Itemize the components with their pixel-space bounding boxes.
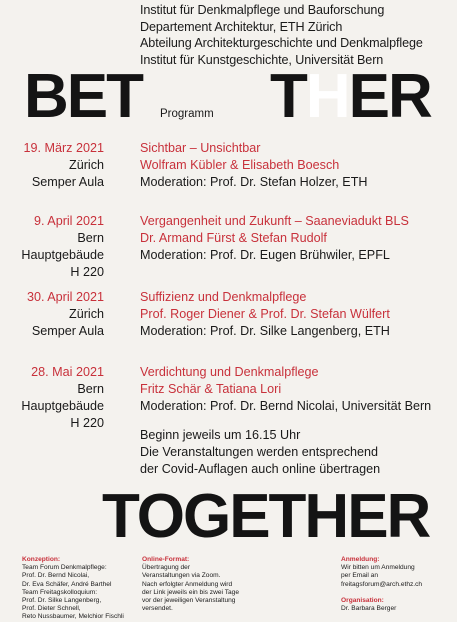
- event-place: H 220: [70, 416, 104, 430]
- footer-heading: Konzeption:: [22, 556, 61, 563]
- event-speakers: Prof. Roger Diener & Prof. Dr. Stefan Wülfert: [140, 307, 390, 321]
- event-place: Zürich: [69, 158, 104, 172]
- footer-line: Veranstaltungen via Zoom.: [142, 572, 221, 580]
- footer-heading: Online-Format:: [142, 556, 190, 563]
- footer-line: Prof. Dr. Bernd Nicolai,: [22, 572, 90, 580]
- institution-line: Institut für Kunstgeschichte, Universität Bern: [140, 52, 384, 67]
- title-ther-t: T: [270, 62, 306, 131]
- title-ther: [270, 62, 431, 131]
- event-date: 19. März 2021: [23, 141, 104, 155]
- footer-line: Prof. Dieter Schnell,: [22, 605, 81, 613]
- footer-line: Übertragung der: [142, 564, 191, 572]
- institutions-block: [140, 2, 423, 68]
- title-ther-h: H: [305, 62, 349, 131]
- footer-anmeldung: [341, 556, 422, 613]
- event-date-block: [0, 289, 104, 340]
- event-moderation: Moderation: Prof. Dr. Stefan Holzer, ETH: [140, 175, 368, 189]
- institution-line: Abteilung Architekturgeschichte und Denkmalpflege: [140, 36, 423, 50]
- event-moderation: Moderation: Prof. Dr. Eugen Brühwiler, EPFL: [140, 248, 390, 262]
- title-together: TOGETHER: [102, 482, 430, 551]
- footer-line: Team Freitagskolloquium:: [22, 588, 98, 596]
- event-moderation: Moderation: Prof. Dr. Silke Langenberg, ETH: [140, 324, 390, 338]
- event-speakers: Wolfram Kübler & Elisabeth Boesch: [140, 158, 340, 172]
- event-place: Hauptgebäude: [21, 399, 104, 413]
- event-place: Bern: [77, 382, 104, 396]
- event-date: 30. April 2021: [26, 290, 104, 304]
- footer-heading: Anmeldung:: [341, 556, 380, 563]
- footer-line: vor der jeweiligen Veranstaltung: [142, 597, 236, 605]
- footer-online: [142, 556, 239, 613]
- note-line: Die Veranstaltungen werden entsprechend: [140, 445, 379, 459]
- event-body: [140, 364, 431, 415]
- event-body: [140, 213, 409, 264]
- event-topic: Verdichtung und Denkmalpflege: [140, 365, 319, 379]
- event-place: Zürich: [69, 307, 104, 321]
- footer-line: per Email an: [341, 572, 379, 580]
- footer-line: der Link jeweils ein bis zwei Tage: [142, 588, 240, 596]
- event-speakers: Dr. Armand Fürst & Stefan Rudolf: [140, 231, 327, 245]
- footer-heading: Organisation:: [341, 596, 384, 604]
- event-place: Hauptgebäude: [21, 248, 104, 262]
- event-date-block: [0, 364, 104, 432]
- event-moderation: Moderation: Prof. Dr. Bernd Nicolai, Universität Bern: [140, 399, 432, 413]
- footer-line: versendet.: [142, 605, 173, 613]
- title-ther-er: ER: [348, 62, 431, 131]
- footer-line: Prof. Dr. Silke Langenberg,: [22, 597, 102, 605]
- footer-email: freitagsforum@arch.ethz.ch: [341, 580, 423, 588]
- event-date-block: [0, 140, 104, 191]
- event-place: Bern: [77, 231, 104, 245]
- footer-konzeption: [22, 556, 124, 622]
- event-topic: Vergangenheit und Zukunft – Saaneviadukt BLS: [140, 214, 409, 228]
- event-body: [140, 140, 367, 191]
- institution-line: Departement Architektur, ETH Zürich: [140, 19, 343, 34]
- event-place: H 220: [70, 265, 104, 279]
- note-line: Beginn jeweils um 16.15 Uhr: [140, 428, 301, 442]
- note-line: der Covid-Auflagen auch online übertragen: [140, 462, 381, 476]
- programm-label: Programm: [160, 108, 214, 120]
- footer-line: Dr. Eva Schäfer, André Barthel: [22, 580, 112, 588]
- event-speakers: Fritz Schär & Tatiana Lori: [140, 382, 282, 396]
- event-date: 28. Mai 2021: [31, 365, 104, 379]
- footer-line: Reto Nussbaumer, Melchior Fischli: [22, 613, 124, 621]
- institution-line: Institut für Denkmalpflege und Bauforschung: [140, 3, 385, 17]
- footer-line: Wir bitten um Anmeldung: [341, 564, 415, 572]
- event-topic: Suffizienz und Denkmalpflege: [140, 290, 307, 304]
- event-place: Semper Aula: [31, 324, 104, 338]
- footer-line: Team Forum Denkmalpflege:: [22, 564, 107, 572]
- footer-line: Dr. Barbara Berger: [341, 605, 397, 613]
- event-place: Semper Aula: [31, 175, 104, 189]
- title-bet: BET: [24, 62, 142, 131]
- event-topic: Sichtbar – Unsichtbar: [140, 141, 261, 155]
- footer-line: Nach erfolgter Anmeldung wird: [142, 580, 233, 588]
- event-date: 9. April 2021: [33, 214, 104, 228]
- event-date-block: [0, 213, 104, 281]
- event-body: [140, 289, 390, 340]
- schedule-note: [140, 427, 380, 478]
